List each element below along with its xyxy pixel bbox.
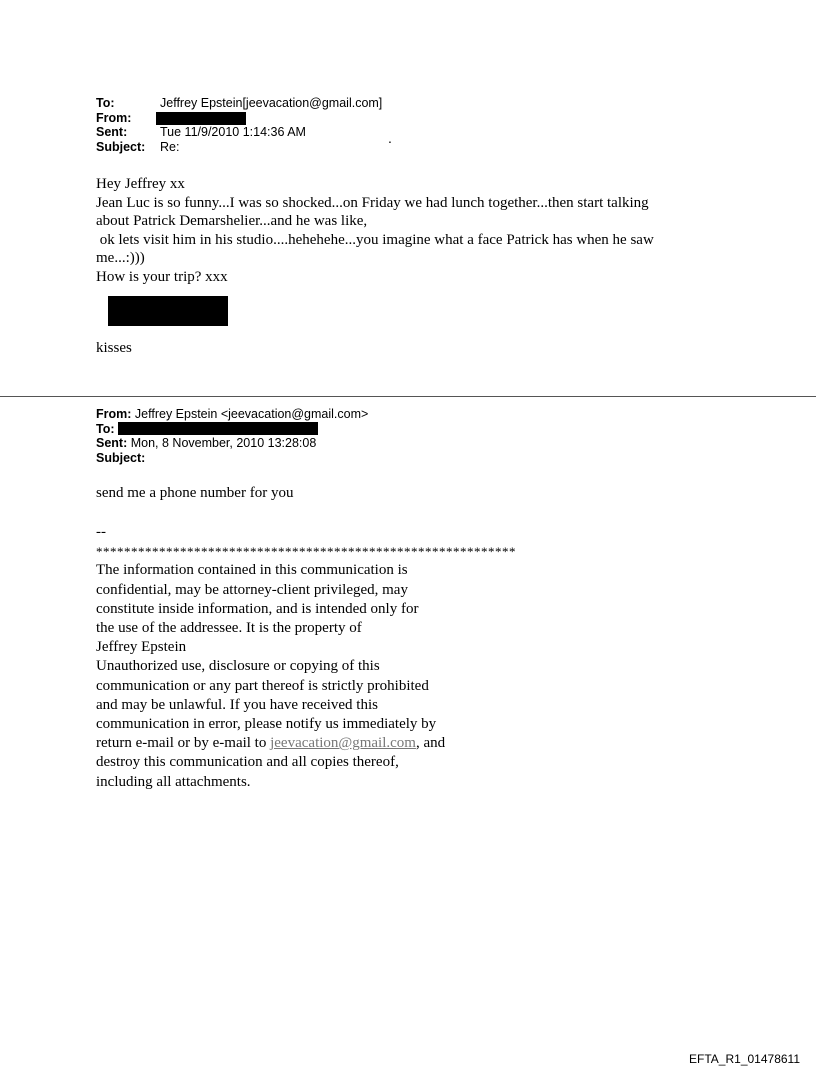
redaction-block xyxy=(108,296,228,326)
email-link[interactable]: jeevacation@gmail.com xyxy=(270,735,416,752)
disclaimer-line: and may be unlawful. If you have received this xyxy=(96,696,378,713)
signature-dashes: -- xyxy=(96,524,106,540)
redaction-bar xyxy=(156,112,246,125)
disclaimer-line: the use of the addressee. It is the property of xyxy=(96,620,362,637)
disclaimer-line: including all attachments. xyxy=(96,773,251,790)
subject-value: Re: xyxy=(160,139,180,154)
disclaimer-line: communication in error, please notify us immediately by xyxy=(96,716,437,733)
body-line: me...:))) xyxy=(96,250,145,266)
closing-text: kisses xyxy=(96,340,132,356)
redaction-bar xyxy=(118,422,318,435)
disclaimer-return-line xyxy=(96,734,616,753)
from-label: From: xyxy=(96,407,132,421)
disclaimer-line: communication or any part thereof is strictly prohibited xyxy=(96,677,429,694)
to-label: To: xyxy=(96,96,115,110)
signature-block xyxy=(96,523,616,792)
return-suffix: , and xyxy=(415,735,446,752)
subject-label: Subject: xyxy=(96,450,146,465)
subject-row xyxy=(96,451,368,466)
email2-body: send me a phone number for you xyxy=(96,485,294,501)
disclaimer-line: Unauthorized use, disclosure or copying of this xyxy=(96,658,380,675)
return-prefix: return e-mail or by e-mail to xyxy=(96,735,271,752)
document-id: EFTA_R1_01478611 xyxy=(689,1052,800,1066)
sent-label: Sent: xyxy=(96,436,128,450)
from-row xyxy=(96,407,368,422)
body-line: ok lets visit him in his studio....hehehehe...you imagine what a face Patrick has when he saw xyxy=(96,231,654,248)
from-label: From: xyxy=(96,110,132,125)
disclaimer-line: The information contained in this communication is xyxy=(96,562,408,579)
body-line: How is your trip? xxx xyxy=(96,268,228,285)
stray-mark: . xyxy=(388,130,392,146)
sent-label: Sent: xyxy=(96,125,128,139)
email2-header xyxy=(96,407,368,465)
subject-row xyxy=(96,140,382,155)
disclaimer-line: constitute inside information, and is intended only for xyxy=(96,600,419,617)
sent-value: Tue 11/9/2010 1:14:36 AM xyxy=(160,125,306,139)
from-value: Jeffrey Epstein <jeevacation@gmail.com> xyxy=(134,407,369,421)
to-value: Jeffrey Epstein[jeevacation@gmail.com] xyxy=(160,96,383,110)
to-row xyxy=(96,96,382,111)
sent-row xyxy=(96,436,368,451)
to-row xyxy=(96,422,368,437)
body-line: Hey Jeffrey xx xyxy=(96,176,185,192)
disclaimer-line: destroy this communication and all copies thereof, xyxy=(96,754,399,771)
sent-value: Mon, 8 November, 2010 13:28:08 xyxy=(130,436,317,450)
email1-header xyxy=(96,96,382,154)
email1-body xyxy=(96,175,716,286)
body-line: about Patrick Demarshelier...and he was like, xyxy=(96,213,368,229)
sent-row xyxy=(96,125,382,140)
disclaimer-line: Jeffrey Epstein xyxy=(96,639,187,656)
disclaimer-line: confidential, may be attorney-client privileged, may xyxy=(96,581,408,598)
signature-stars: ************************************************************ xyxy=(96,544,516,560)
divider xyxy=(0,396,816,397)
from-row xyxy=(96,111,382,126)
to-label: To: xyxy=(96,421,115,436)
body-line: Jean Luc is so funny...I was so shocked...on Friday we had lunch together...then start talking xyxy=(96,194,649,211)
subject-label: Subject: xyxy=(96,139,146,154)
